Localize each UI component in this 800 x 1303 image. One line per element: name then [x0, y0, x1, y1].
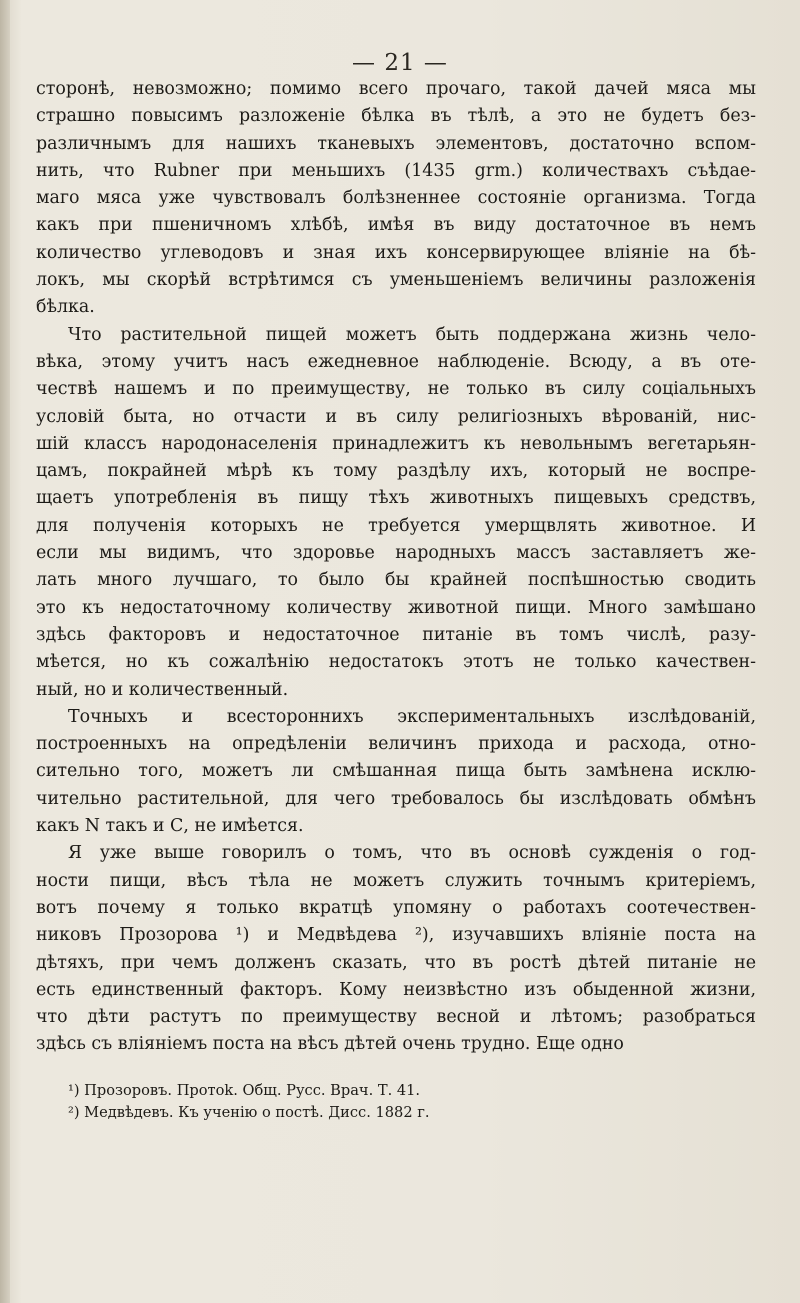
text-line: лать много лучшаго, то было бы крайней поспѣшностью сводить [36, 570, 756, 591]
text-line: ности пищи, вѣсъ тѣла не можетъ служить точнымъ критеріемъ, [36, 870, 756, 891]
paragraph [36, 840, 756, 1058]
text-line: никовъ Прозорова ¹) и Медвѣдева ²), изучавшихъ вліяніе поста на [36, 925, 756, 946]
paragraph [36, 322, 756, 704]
text-line: мѣется, но къ сожалѣнію недостатокъ этотъ не только качествен- [36, 652, 756, 673]
body-text [36, 76, 756, 1059]
text-line: щаетъ употребленія въ пищу тѣхъ животныхъ пищевыхъ средствъ, [36, 488, 756, 509]
footnote-1: ¹) Прозоровъ. Протok. Общ. Русс. Врач. Т. 41. [68, 1082, 421, 1099]
text-line: страшно повысимъ разложеніе бѣлка въ тѣлѣ, а это не будетъ без- [36, 106, 756, 127]
text-line: условій быта, но отчасти и въ силу религіозныхъ вѣрованій, нис- [36, 406, 756, 427]
text-line: сторонѣ, невозможно; помимо всего прочаго, такой дачей мяса мы [36, 79, 756, 99]
footnote-2: ²) Медвѣдевъ. Къ ученію о постѣ. Дисс. 1882 г. [68, 1104, 430, 1121]
text-line: вѣка, этому учитъ насъ ежедневное наблюденіе. Всюду, а въ оте- [36, 351, 756, 372]
text-line: здѣсь факторовъ и недостаточное питаніе въ томъ числѣ, разу- [36, 624, 756, 645]
text-line: бѣлка. [36, 297, 95, 318]
paragraph [36, 76, 756, 322]
page-spine-shadow [0, 0, 10, 1303]
text-line: маго мяса уже чувствовалъ болѣзненнее состояніе организма. Тогда [36, 188, 756, 209]
text-line: если мы видимъ, что здоровье народныхъ массъ заставляетъ же- [36, 543, 756, 564]
text-line: построенныхъ на опредѣленіи величинъ прихода и расхода, отно- [36, 734, 756, 755]
text-line: что дѣти растутъ по преимуществу весной и лѣтомъ; разобраться [36, 1007, 756, 1028]
text-line: есть единственный факторъ. Кому неизвѣстно изъ обыденной жизни, [36, 979, 756, 1000]
text-line: какъ при пшеничномъ хлѣбѣ, имѣя въ виду достаточное въ немъ [36, 215, 756, 236]
text-line: здѣсь съ вліяніемъ поста на вѣсъ дѣтей очень трудно. Еще одно [36, 1034, 624, 1055]
text-line: какъ N такъ и С, не имѣется. [36, 816, 304, 837]
text-line: количество углеводовъ и зная ихъ консервирующее вліяніе на бѣ- [36, 242, 756, 263]
text-line: вотъ почему я только вкратцѣ упомяну о работахъ соотечествен- [36, 897, 756, 918]
text-line: дѣтяхъ, при чемъ долженъ сказать, что въ ростѣ дѣтей питаніе не [36, 952, 756, 973]
text-line: локъ, мы скорѣй встрѣтимся съ уменьшеніемъ величины разложенія [36, 270, 756, 291]
text-line: чествѣ нашемъ и по преимуществу, не только въ силу соціальныхъ [36, 379, 756, 400]
text-line: ный, но и количественный. [36, 679, 289, 700]
footnotes [68, 1080, 688, 1124]
text-line: чительно растительной, для чего требовалось бы изслѣдовать обмѣнъ [36, 788, 756, 809]
text-line: это къ недостаточному количеству животной пищи. Много замѣшано [36, 597, 756, 618]
text-line: различнымъ для нашихъ тканевыхъ элементовъ, достаточно вспом- [36, 133, 756, 154]
text-line: нить, что Rubner при меньшихъ (1435 grm.) количествахъ съѣдае- [36, 160, 756, 181]
text-line: шій классъ народонаселенія принадлежитъ къ невольнымъ вегетарьян- [36, 433, 756, 454]
paragraph [36, 704, 756, 840]
page-number: — 21 — [352, 50, 448, 76]
text-line: для полученія которыхъ не требуется умерщвлять животное. И [36, 515, 756, 536]
text-line: цамъ, покрайней мѣрѣ къ тому раздѣлу ихъ, который не воспре- [36, 461, 756, 482]
text-line: сительно того, можетъ ли смѣшанная пища быть замѣнена исклю- [36, 761, 756, 782]
text-line: Я уже выше говорилъ о томъ, что въ основѣ сужденія о год- [68, 843, 756, 864]
text-line: Что растительной пищей можетъ быть поддержана жизнь чело- [68, 324, 756, 345]
text-line: Точныхъ и всестороннихъ экспериментальныхъ изслѣдованій, [68, 706, 756, 727]
